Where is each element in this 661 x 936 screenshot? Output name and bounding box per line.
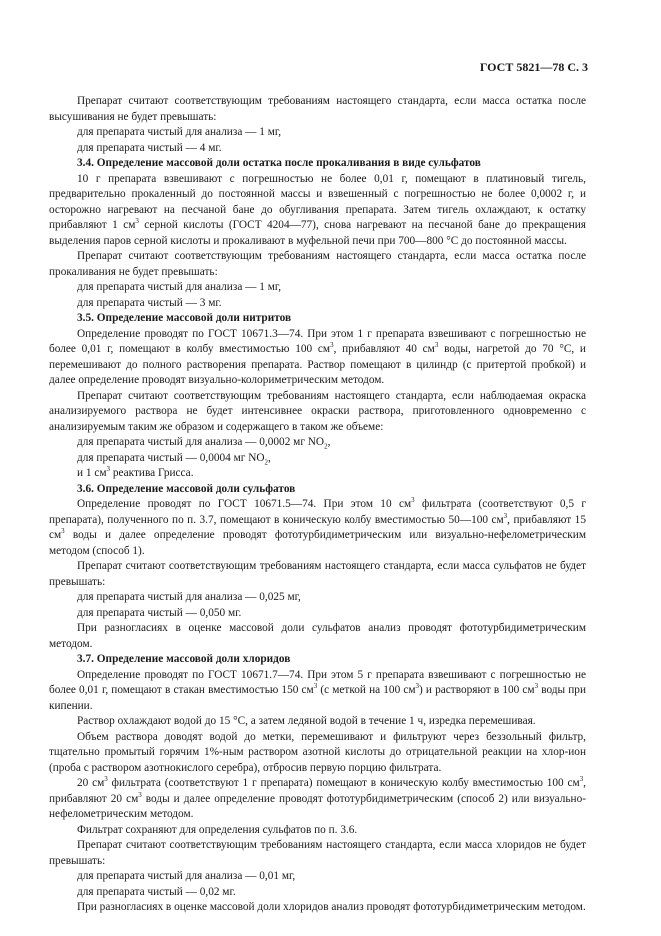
- paragraph: При разногласиях в оценке массовой доли сульфатов анализ проводят фототурбидиметрическим методом.: [49, 622, 586, 650]
- paragraph: Определение проводят по ГОСТ 10671.7—74. При этом 5 г препарата взвешивают с погрешностью не более 0,01 г, помещают в стакан вместимостью 150 $см^3$ (с меткой на 100 $см^3$) и растворяют в 100 $см^3$ воды при кипении.: [49, 668, 586, 712]
- paragraph: Объем раствора доводят водой до метки, перемешивают и фильтруют через беззольный фильтр, тщательно промытый горячим 1%-ным раствором азотной кислоты до отрицательной реакции на хлор-ион (проба с раствором азотнокислого серебра), отбросив первую порцию фильтрата.: [49, 730, 586, 774]
- paragraph: Препарат считают соответствующим требованиям настоящего стандарта, если масса остатка после прокаливания не будет превышать:: [49, 250, 586, 278]
- paragraph: Препарат считают соответствующим требованиям настоящего стандарта, если масса сульфатов не будет превышать:: [49, 560, 586, 588]
- paragraph: Определение проводят по ГОСТ 10671.3—74. При этом 1 г препарата взвешивают с погрешностью не более 0,01 г, помещают в колбу вместимостью 100 $см^3$, прибавляют 40 $см^3$ воды, нагретой до 70 °С, и перемешивают до полного растворения препарата. Раствор помещают в цилиндр (с притертой пробкой) и далее определение проводят визуально-колориметрическим методом.: [49, 327, 586, 386]
- paragraph: 20 $см^3$ фильтрата (соответствуют 1 г препарата) помещают в коническую колбу вместимостью 100 $см^3$, прибавляют 20 $см^3$ воды и далее определение проводят фототурбидиметрическим (способ 2) или визуально-нефелометрическим методом.: [49, 775, 586, 820]
- paragraph: 10 г препарата взвешивают с погрешностью не более 0,01 г, помещают в платиновый тигель, предварительно прокаленный до постоянной массы и взвешенный с погрешностью не более 0,0002 г, и осторожно нагревают на песчаной бане до обугливания препарата. Затем тигель охлаждают, к остатку прибавляют 1 $см^3$ серной кислоты (ГОСТ 4204—77), снова нагревают на песчаной бане до прекращения выделения паров серной кислоты и прокаливают в муфельной печи при 700—800 °С до постоянной массы.: [49, 172, 586, 247]
- paragraph: Препарат считают соответствующим требованиям настоящего стандарта, если масса остатка после высушивания не будет превышать:: [49, 95, 586, 123]
- paragraph: Препарат считают соответствующим требованиям настоящего стандарта, если масса хлоридов не будет превышать:: [49, 839, 586, 867]
- list-item: для препарата чистый для анализа — 0,01 мг,: [77, 870, 296, 882]
- list-item: для препарата чистый — 0,050 мг.: [77, 606, 242, 619]
- paragraph: Фильтрат сохраняют для определения сульфатов по п. 3.6.: [77, 823, 358, 836]
- list-item: для препарата чистый для анализа — 1 мг,: [77, 126, 282, 138]
- paragraph: Раствор охлаждают водой до 15 °С, а затем ледяной водой в течение 1 ч, изредка перемешивая.: [77, 715, 536, 727]
- list-item: для препарата чистый — 0,02 мг.: [77, 885, 236, 898]
- list-item: для препарата чистый — 4 мг.: [77, 141, 222, 154]
- section-heading: 3.6. Определение массовой доли сульфатов: [77, 482, 296, 495]
- section-heading: 3.7. Определение массовой доли хлоридов: [77, 653, 291, 665]
- paragraph: При разногласиях в оценке массовой доли хлоридов анализ проводят фототурбидиметрическим методом.: [77, 901, 586, 913]
- list-item: для препарата чистый для анализа — 0,025 мг,: [77, 591, 301, 603]
- section-heading: 3.4. Определение массовой доли остатка после прокаливания в виде сульфатов: [77, 157, 481, 169]
- paragraph: Определение проводят по ГОСТ 10671.5—74. При этом 10 $см^3$ фильтрата (соответствуют 0,5 г препарата), полученного по п. 3.7, помещают в коническую колбу вместимостью 50—100 $см^3$, прибавляют 15 $см^3$ воды и далее определение проводят фототурбидиметрическим или визуально-нефелометрическим методом (способ 1).: [49, 496, 586, 557]
- list-item: для препарата чистый для анализа — 0,0002 мг $NO_2$,: [77, 436, 331, 451]
- page-header: ГОСТ 5821—78 С. 3: [479, 60, 588, 74]
- list-item: и 1 $см^3$ реактива Грисса.: [77, 465, 194, 479]
- paragraph: Препарат считают соответствующим требованиям настоящего стандарта, если наблюдаемая окраска анализируемого раствора не будет интенсивнее окраски раствора, приготовленного одновременно с анализируемым таким же образом и содержащего в таком же объеме:: [49, 389, 586, 433]
- list-item: для препарата чистый для анализа — 1 мг,: [77, 281, 282, 293]
- list-item: для препарата чистый — 3 мг.: [77, 296, 222, 309]
- section-heading: 3.5. Определение массовой доли нитритов: [77, 312, 292, 324]
- list-item: для препарата чистый — 0,0004 мг $NO_2$,: [77, 451, 271, 466]
- document-body: [49, 94, 586, 916]
